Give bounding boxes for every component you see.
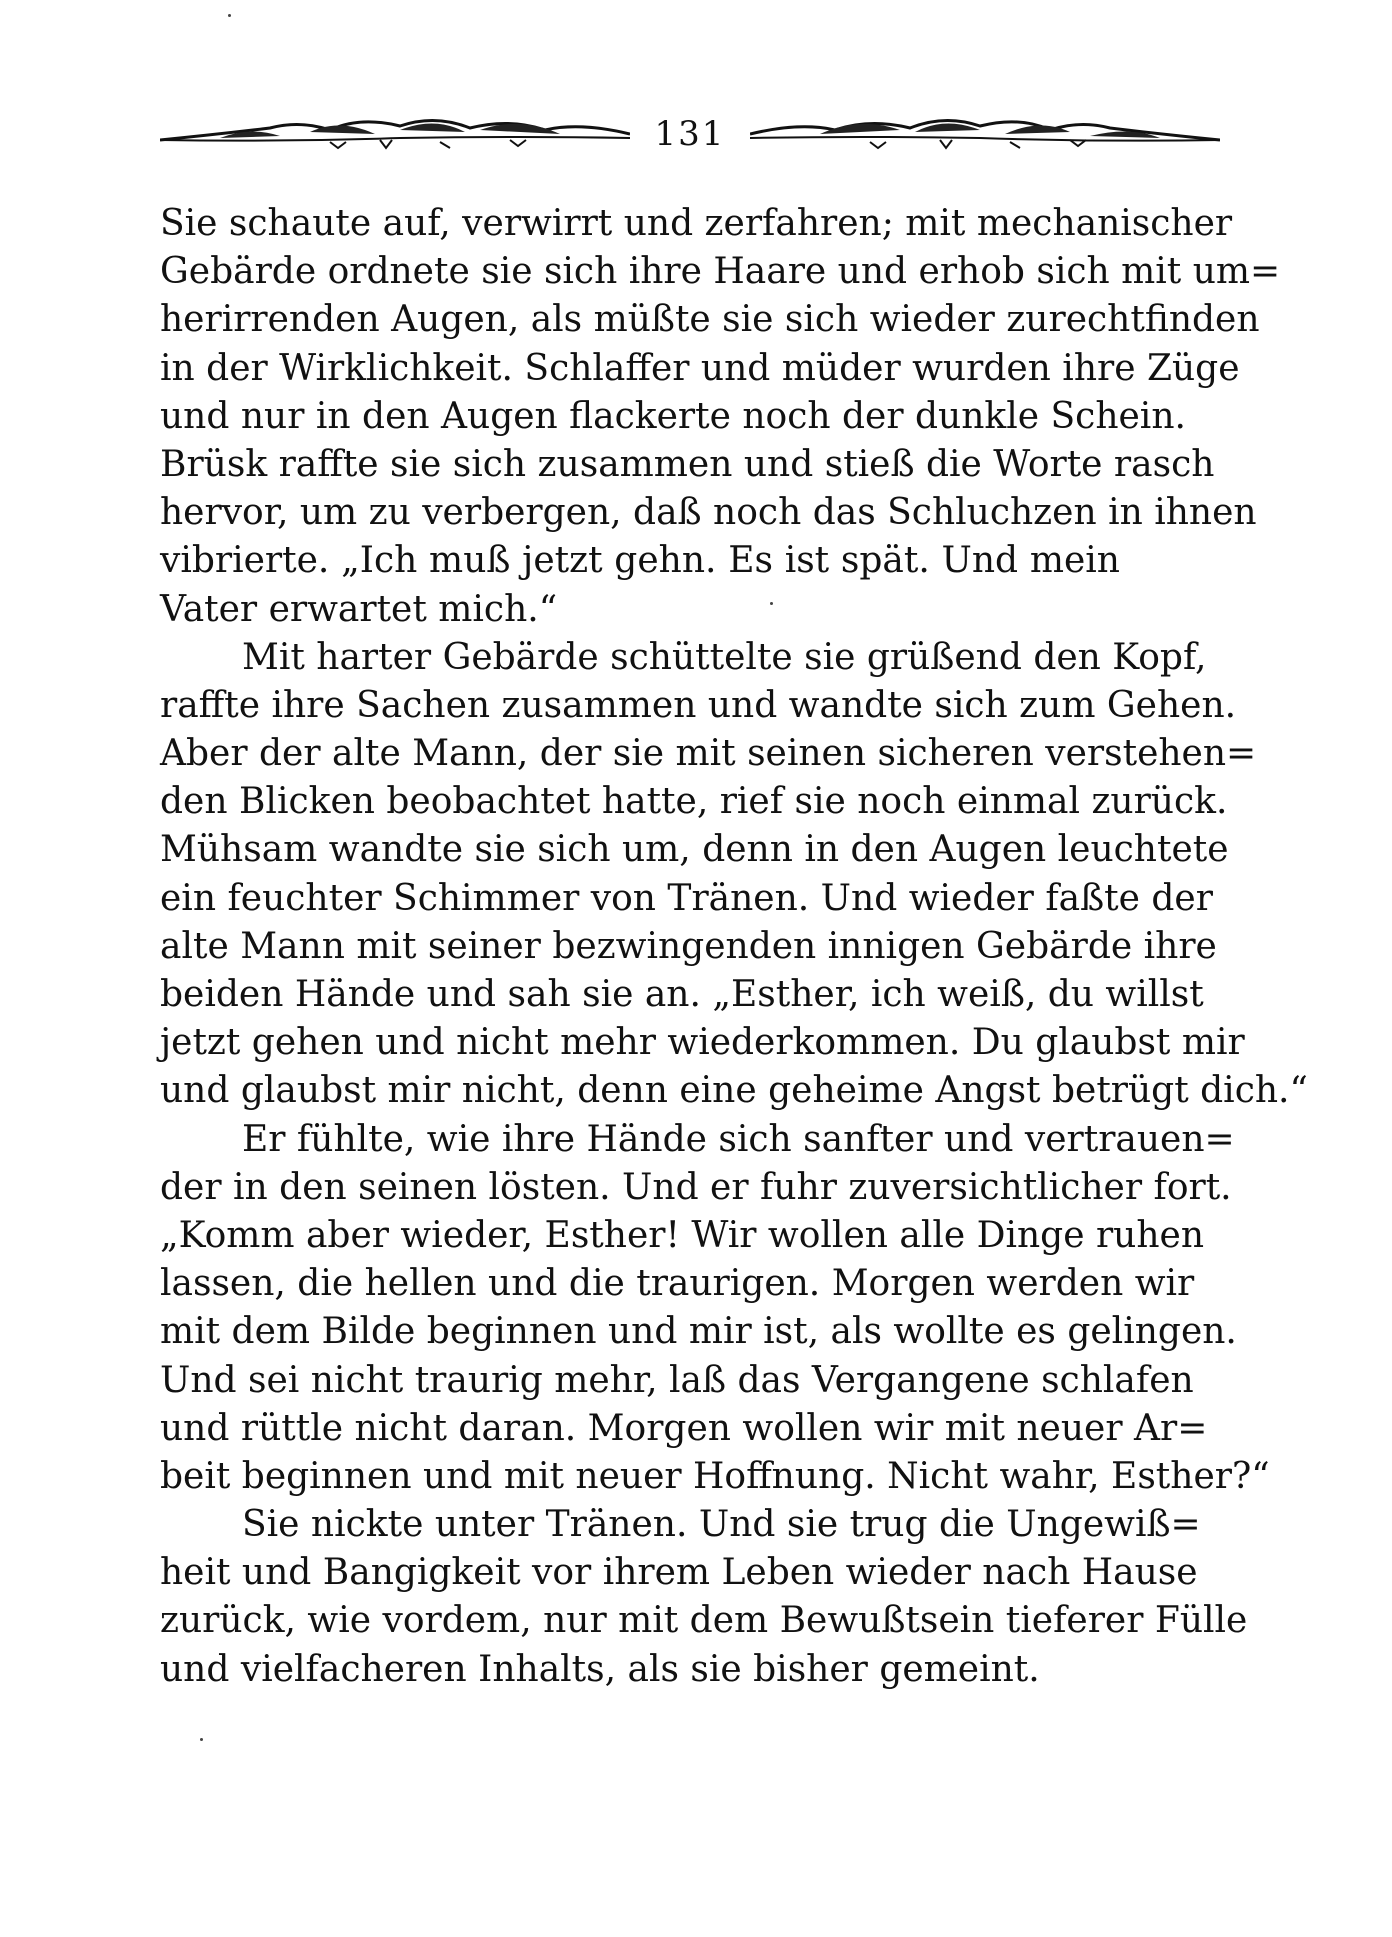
text-line: Mit harter Gebärde schüttelte sie grüßend den Kopf, [242,636,1207,678]
text-line: Und sei nicht traurig mehr, laß das Vergangene schlafen [160,1359,1194,1401]
text-line: Sie nickte unter Tränen. Und sie trug die Ungewiß= [242,1504,1201,1546]
paragraph-4 [160,1501,1248,1694]
text-line: beit beginnen und mit neuer Hoffnung. Nicht wahr, Esther?“ [160,1455,1270,1497]
text-line: alte Mann mit seiner bezwingenden innigen Gebärde ihre [160,925,1217,967]
right-vignette-ornament [750,108,1220,158]
text-line: und vielfacheren Inhalts, als sie bisher gemeint. [160,1648,1040,1690]
paper-speck [200,1738,203,1741]
text-line: lassen, die hellen und die traurigen. Morgen werden wir [160,1263,1195,1305]
text-line: zurück, wie vordem, nur mit dem Bewußtsein tieferer Fülle [160,1600,1248,1642]
text-line: und rüttle nicht daran. Morgen wollen wir mit neuer Ar= [160,1407,1208,1449]
page-header [160,100,1220,160]
text-line: raffte ihre Sachen zusammen und wandte sich zum Gehen. [160,684,1237,726]
text-line: heit und Bangigkeit vor ihrem Leben wieder nach Hause [160,1552,1198,1594]
text-line: Brüsk raffte sie sich zusammen und stieß die Worte rasch [160,443,1215,485]
text-line: in der Wirklichkeit. Schlaffer und müder wurden ihre Züge [160,347,1240,389]
text-line: „Komm aber wieder, Esther! Wir wollen alle Dinge ruhen [160,1214,1205,1256]
text-line: hervor, um zu verbergen, daß noch das Schluchzen in ihnen [160,492,1257,534]
paragraph-2 [160,634,1308,1116]
text-line: der in den seinen lösten. Und er fuhr zuversichtlicher fort. [160,1166,1232,1208]
text-line: Gebärde ordnete sie sich ihre Haare und erhob sich mit um= [160,251,1281,293]
text-line: ein feuchter Schimmer von Tränen. Und wieder faßte der [160,877,1213,919]
paper-speck [770,602,773,605]
text-line: Vater erwartet mich.“ [160,588,558,630]
left-vignette-ornament [160,108,630,158]
text-line: und glaubst mir nicht, denn eine geheime Angst betrügt dich.“ [160,1070,1308,1112]
text-line: vibrierte. „Ich muß jetzt gehn. Es ist spät. Und mein [160,540,1120,582]
paper-speck [228,14,231,17]
paragraph-1 [160,200,1281,634]
text-line: den Blicken beobachtet hatte, rief sie noch einmal zurück. [160,781,1228,823]
text-line: jetzt gehen und nicht mehr wiederkommen. Du glaubst mir [160,1022,1245,1064]
text-line: Aber der alte Mann, der sie mit seinen sicheren verstehen= [160,733,1257,775]
body-text [160,200,1308,1694]
text-line: Er fühlte, wie ihre Hände sich sanfter und vertrauen= [242,1118,1235,1160]
text-line: und nur in den Augen flackerte noch der dunkle Schein. [160,395,1186,437]
text-line: Sie schaute auf, verwirrt und zerfahren; mit mechanischer [160,203,1233,244]
page-number: 131 [654,114,726,154]
text-line: herirrenden Augen, als müßte sie sich wieder zurechtfinden [160,299,1260,341]
text-line: Mühsam wandte sie sich um, denn in den Augen leuchtete [160,829,1229,871]
paragraph-3 [160,1116,1270,1502]
text-line: beiden Hände und sah sie an. „Esther, ich weiß, du willst [160,974,1204,1015]
text-line: mit dem Bilde beginnen und mir ist, als wollte es gelingen. [160,1311,1237,1353]
